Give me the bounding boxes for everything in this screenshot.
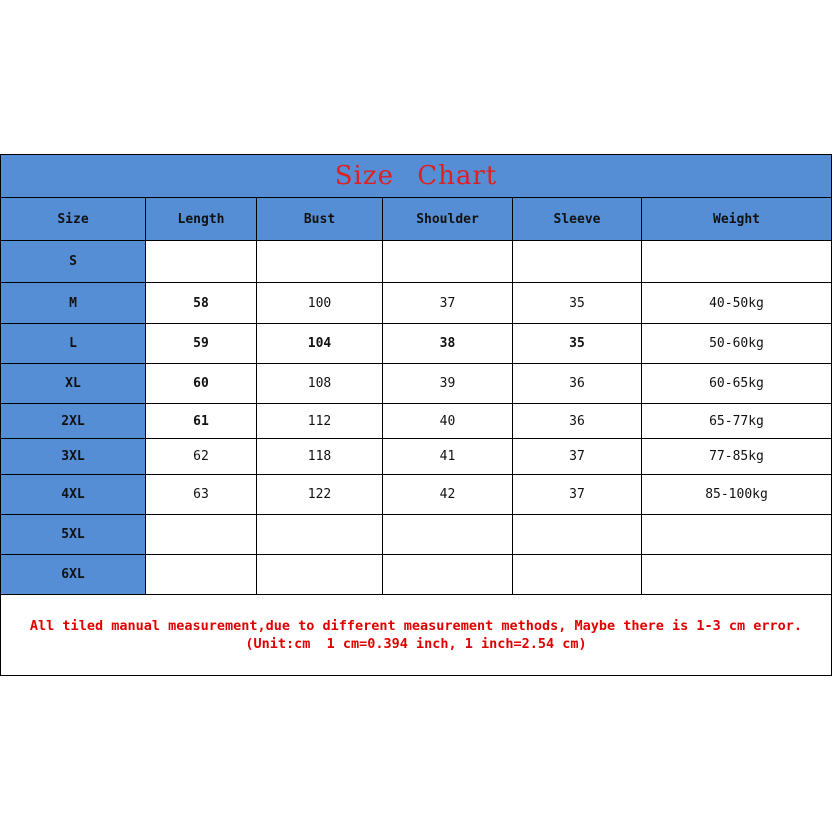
header-size: Size (1, 198, 146, 241)
cell-size: 4XL (1, 475, 146, 515)
cell-weight: 77-85kg (642, 439, 832, 475)
size-chart (0, 154, 831, 676)
cell-shoulder (383, 515, 513, 555)
cell-bust (257, 515, 383, 555)
cell-length (146, 241, 257, 283)
cell-sleeve: 35 (513, 324, 642, 364)
cell-bust: 100 (257, 283, 383, 324)
cell-size: M (1, 283, 146, 324)
cell-bust (257, 241, 383, 283)
cell-shoulder: 41 (383, 439, 513, 475)
cell-bust: 108 (257, 364, 383, 404)
cell-sleeve (513, 555, 642, 595)
cell-length: 60 (146, 364, 257, 404)
header-weight: Weight (642, 198, 832, 241)
table-row (1, 404, 832, 439)
cell-size: 2XL (1, 404, 146, 439)
table-row (1, 439, 832, 475)
header-row (1, 198, 832, 241)
size-rows (1, 241, 832, 595)
cell-shoulder (383, 241, 513, 283)
cell-weight: 50-60kg (642, 324, 832, 364)
cell-bust: 104 (257, 324, 383, 364)
cell-weight: 85-100kg (642, 475, 832, 515)
table-row (1, 324, 832, 364)
cell-size: 3XL (1, 439, 146, 475)
header-bust: Bust (257, 198, 383, 241)
cell-length (146, 515, 257, 555)
note-row (1, 595, 832, 676)
cell-size: 6XL (1, 555, 146, 595)
cell-weight (642, 515, 832, 555)
table-row (1, 283, 832, 324)
cell-size: S (1, 241, 146, 283)
cell-bust: 118 (257, 439, 383, 475)
header-sleeve: Sleeve (513, 198, 642, 241)
cell-sleeve: 37 (513, 475, 642, 515)
note-line-1: All tiled manual measurement,due to different measurement methods, Maybe there is 1-3 cm error. (29, 618, 803, 634)
cell-bust: 122 (257, 475, 383, 515)
cell-weight (642, 241, 832, 283)
cell-sleeve (513, 515, 642, 555)
cell-shoulder: 40 (383, 404, 513, 439)
header-shoulder: Shoulder (383, 198, 513, 241)
cell-sleeve (513, 241, 642, 283)
cell-length: 62 (146, 439, 257, 475)
cell-length: 63 (146, 475, 257, 515)
cell-sleeve: 36 (513, 404, 642, 439)
cell-bust: 112 (257, 404, 383, 439)
cell-sleeve: 35 (513, 283, 642, 324)
cell-shoulder (383, 555, 513, 595)
cell-length: 59 (146, 324, 257, 364)
cell-shoulder: 37 (383, 283, 513, 324)
title-row (1, 155, 832, 198)
cell-weight: 40-50kg (642, 283, 832, 324)
cell-weight: 65-77kg (642, 404, 832, 439)
cell-sleeve: 36 (513, 364, 642, 404)
cell-size: L (1, 324, 146, 364)
size-chart-table (0, 154, 832, 676)
cell-length: 61 (146, 404, 257, 439)
cell-sleeve: 37 (513, 439, 642, 475)
cell-length (146, 555, 257, 595)
note-line-2: (Unit:cm 1 cm=0.394 inch, 1 inch=2.54 cm) (245, 636, 587, 652)
cell-shoulder: 38 (383, 324, 513, 364)
header-length: Length (146, 198, 257, 241)
cell-size: XL (1, 364, 146, 404)
table-row (1, 475, 832, 515)
table-row (1, 364, 832, 404)
cell-shoulder: 42 (383, 475, 513, 515)
cell-bust (257, 555, 383, 595)
table-row (1, 241, 832, 283)
table-row (1, 515, 832, 555)
measurement-note (1, 595, 832, 676)
cell-shoulder: 39 (383, 364, 513, 404)
cell-size: 5XL (1, 515, 146, 555)
cell-length: 58 (146, 283, 257, 324)
cell-weight (642, 555, 832, 595)
table-row (1, 555, 832, 595)
chart-title: Size Chart (1, 155, 832, 198)
cell-weight: 60-65kg (642, 364, 832, 404)
